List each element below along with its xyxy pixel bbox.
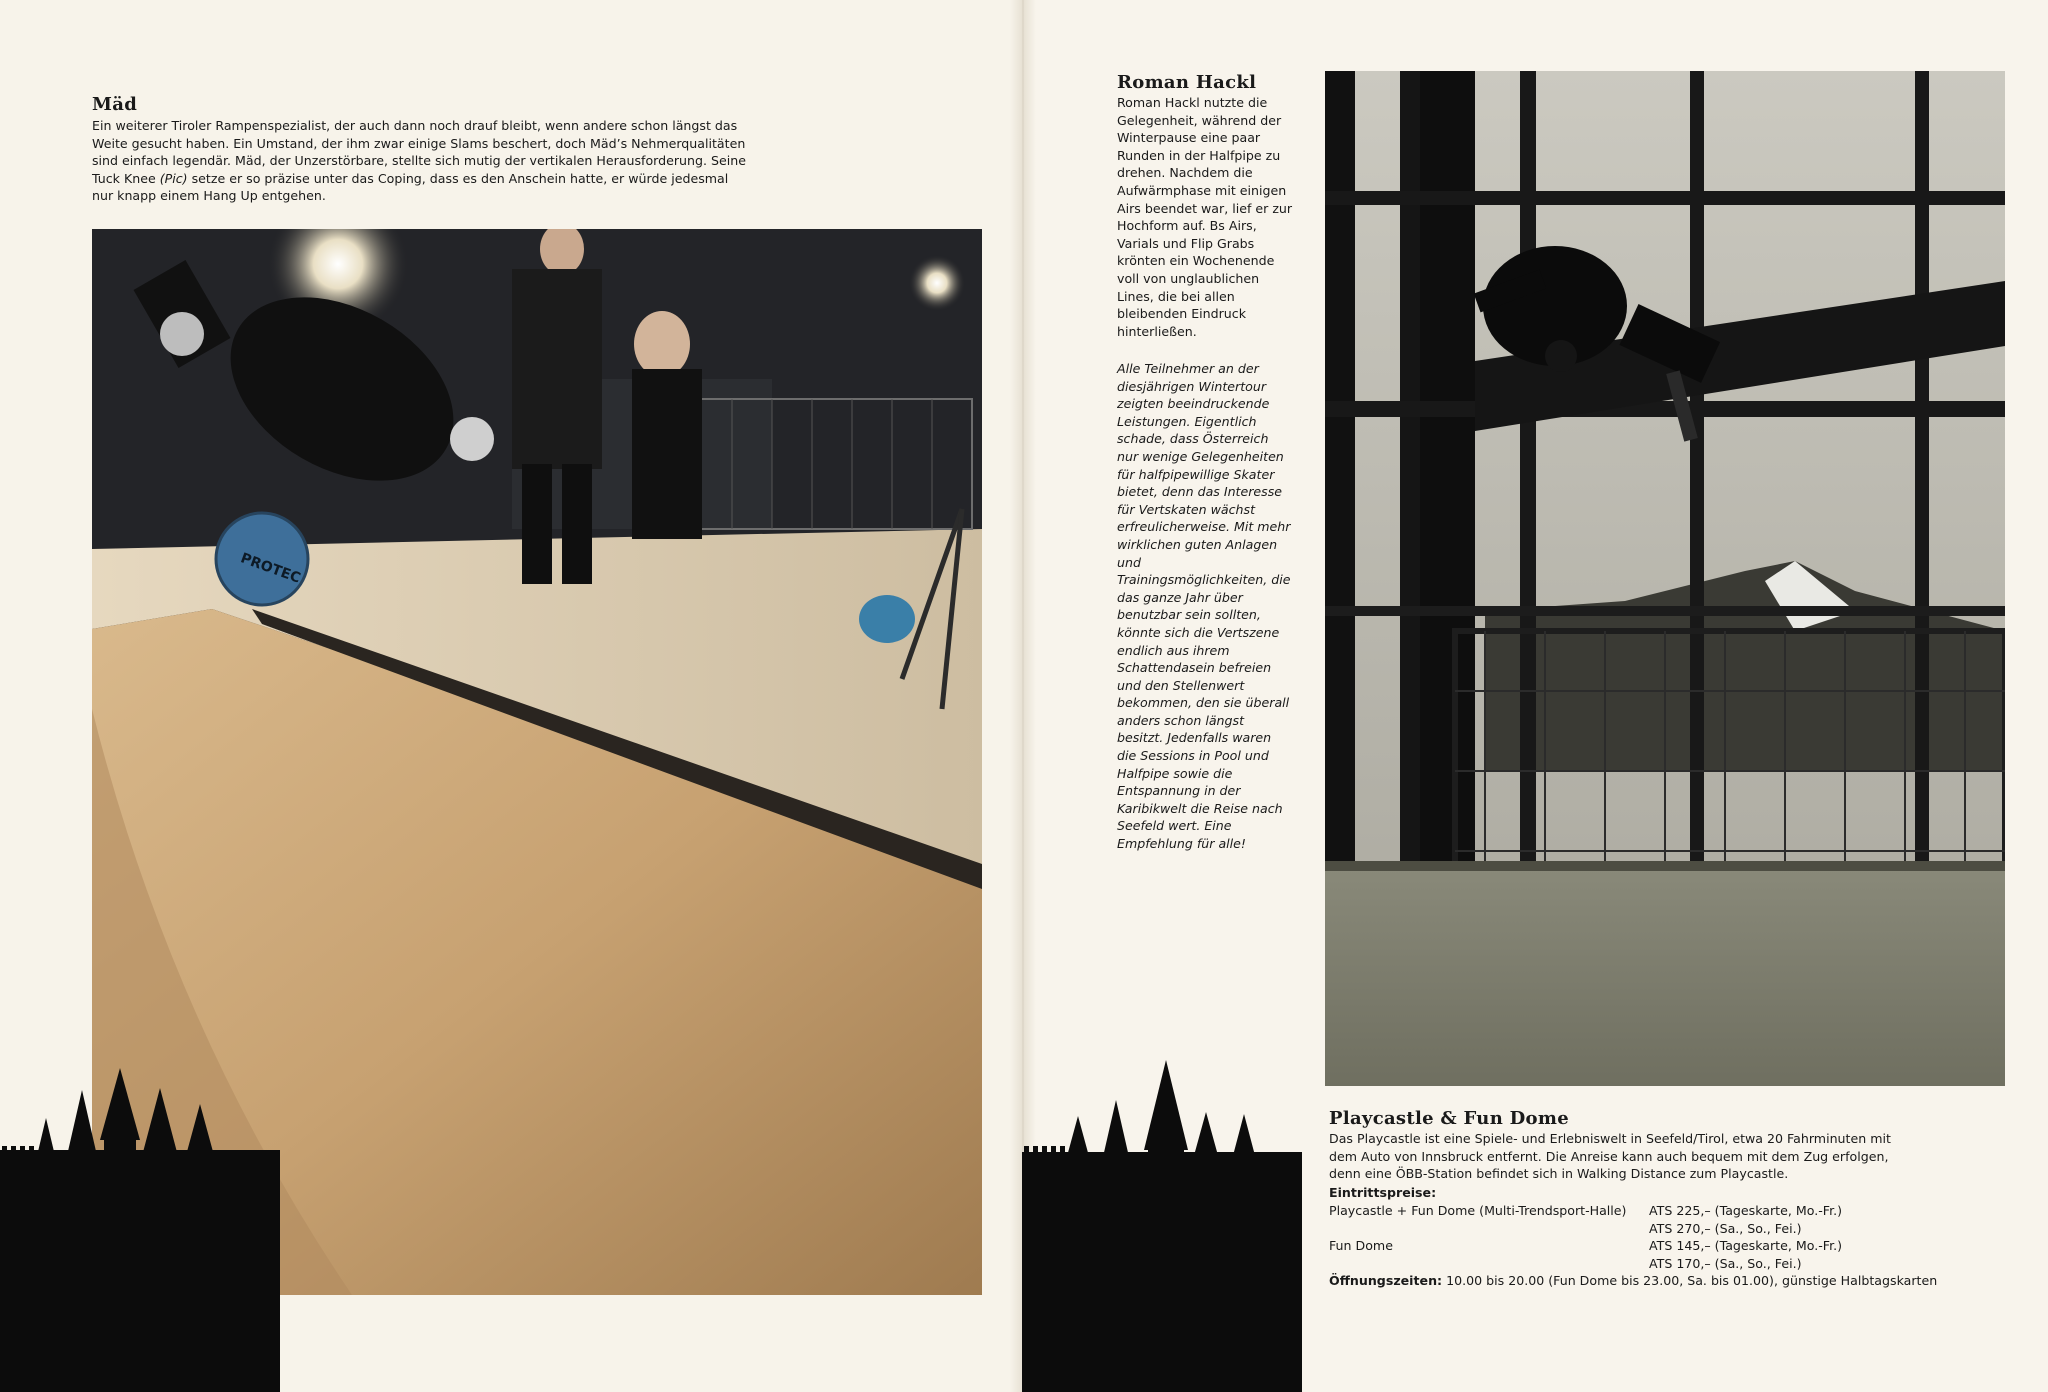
price-value: ATS 170,– (Sa., So., Fei.) xyxy=(1649,1255,1802,1271)
price-row xyxy=(1329,1255,1842,1273)
mad-pic-reference: (Pic) xyxy=(159,170,188,186)
price-venue: Fun Dome xyxy=(1329,1238,1393,1254)
prices-table xyxy=(1329,1202,1842,1272)
wintertour-paragraph: Alle Teilnehmer an der diesjährigen Wintertour zeigten beeindruckende Leistungen. Eigentlich schade, dass Österreich nur wenige Gelegenheiten für halfpipewillige Skater bietet, denn das Interesse für Vertskaten wächst erfreulicherweise. Mit mehr wirklichen guten Anlagen und Trainingsmöglichkeiten, die das ganze Jahr über benutzbar sein sollten, könnte sich die Vertszene endlich aus ihrem Schattendasein befreien und den Stellenwert bekommen, den sie überall anders schon längst besitzt. Jedenfalls waren die Sessions in Pool und Halfpipe sowie die Entspannung in der Karibikwelt die Reise nach Seefeld wert. Eine Empfehlung für alle! xyxy=(1117,361,1291,852)
price-row xyxy=(1329,1237,1842,1255)
roman-hackl-heading: Roman Hackl xyxy=(1117,72,1257,93)
playcastle-heading: Playcastle & Fun Dome xyxy=(1329,1108,1569,1129)
halfpipe-photo-roman-hackl xyxy=(1325,71,2005,1086)
price-venue: Playcastle + Fun Dome (Multi-Trendsport-Halle) xyxy=(1329,1203,1627,1218)
mad-paragraph-part: Ein weiterer Tiroler Rampenspezialist, der auch dann noch drauf bleibt, wenn andere schon längst das Weite gesucht haben. Ein Umstand, der ihm zwar einige Slams beschert, doch Mäd’s Nehmerqualitäten sind einfach legendär. Mäd, der Unzerstörbare, stellte sich mutig der vertikalen Herausforderung. Seine Tuck Knee xyxy=(92,118,746,186)
price-value: ATS 145,– (Tageskarte, Mo.-Fr.) xyxy=(1649,1238,1843,1254)
prices-label: Eintrittspreise: xyxy=(1329,1185,1437,1200)
mad-paragraph-part: setze er so präzise unter das Coping, dass es den Anschein hatte, er würde jedesmal nur knapp einem Hang Up entgehen. xyxy=(92,170,729,204)
price-row xyxy=(1329,1220,1842,1238)
playcastle-intro: Das Playcastle ist eine Spiele- und Erlebniswelt in Seefeld/Tirol, etwa 20 Fahrminuten mit dem Auto von Innsbruck entfernt. Die Anreise kann auch bequem mit dem Zug erfolgen, denn eine ÖBB-Station befindet sich in Walking Distance zum Playcastle. xyxy=(1329,1131,1891,1182)
price-value: ATS 270,– (Sa., So., Fei.) xyxy=(1649,1220,1802,1236)
opening-hours xyxy=(1329,1272,1969,1290)
opening-hours-label: Öffnungszeiten: xyxy=(1329,1273,1443,1288)
helmet-logo: PROTEC xyxy=(238,550,303,587)
castle-silhouette-right xyxy=(1022,1060,1302,1392)
price-value: ATS 225,– (Tageskarte, Mo.-Fr.) xyxy=(1649,1203,1843,1218)
roman-hackl-paragraph: Roman Hackl nutzte die Gelegenheit, während der Winterpause eine paar Runden in der Halfpipe zu drehen. Nachdem die Aufwärmphase mit einigen Airs beendet war, lief er zur Hochform auf. Bs Airs, Varials und Flip Grabs krönten ein Wochenende voll von unglaublichen Lines, die bei allen bleibenden Eindruck hinterließen. xyxy=(1117,95,1293,339)
castle-silhouette-left xyxy=(0,1060,280,1392)
mad-heading: Mäd xyxy=(92,94,138,115)
opening-hours-text: 10.00 bis 20.00 (Fun Dome bis 23.00, Sa. bis 01.00), günstige Halbtagskarten xyxy=(1442,1273,1938,1288)
mad-paragraph xyxy=(92,117,752,205)
price-row xyxy=(1329,1202,1842,1220)
